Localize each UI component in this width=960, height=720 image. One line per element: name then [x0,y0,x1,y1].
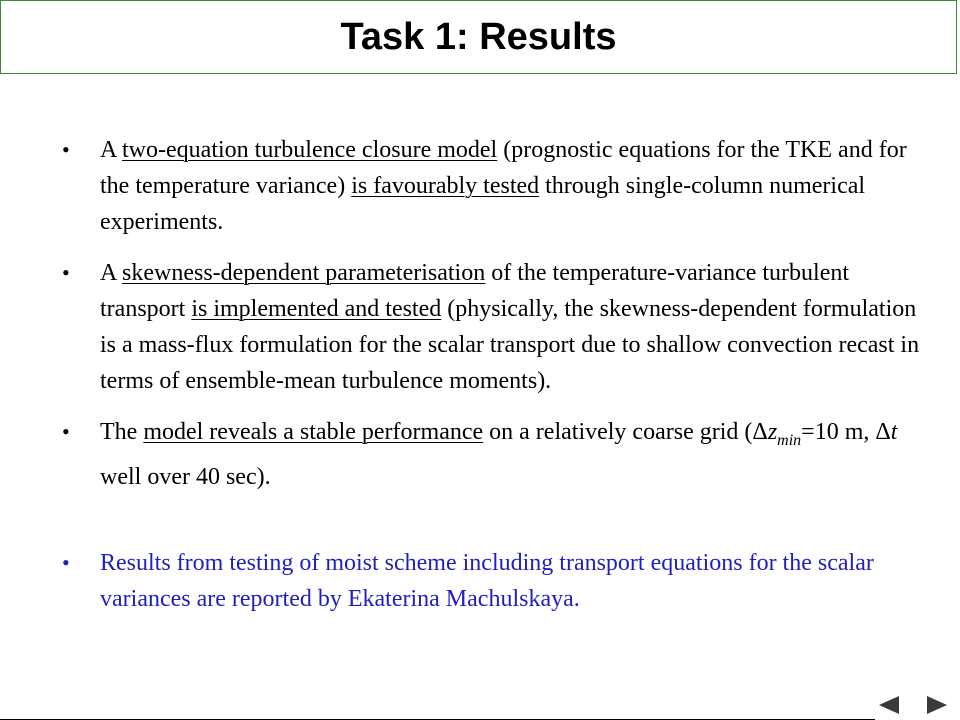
bullet-1-underlined-2: is favourably tested [351,173,540,199]
delta-symbol: Δ [752,419,768,445]
bullet-3-text-4: well over 40 sec). [100,464,271,490]
t-variable: t [890,419,898,445]
bullet-2-text-3: (physically, the skewness-dependent formulation is a mass-flux formulation for the scalar transport due to shallow convection recast in terms of ensemble-mean turbulence moments). [100,296,920,394]
bullet-3-text-2: on a relatively coarse grid ( [483,419,753,445]
bullet-item-1 [62,132,922,240]
bullet-item-4 [62,545,922,617]
bullet-4-text: Results from testing of moist scheme including transport equations for the scalar variances are reported by Ekaterina Machulskaya. [100,550,874,612]
bullet-icon: • [62,260,70,285]
next-slide-button[interactable] [924,694,950,716]
bullet-2-underlined-1: skewness-dependent parameterisation [122,260,486,286]
triangle-left-icon [877,695,901,715]
delta-symbol: Δ [875,419,891,445]
bullet-2-underlined-2: is implemented and tested [191,296,442,322]
bullet-1-text-3: through single-column numerical experiments. [100,173,866,235]
z-variable: z [767,419,778,445]
bullet-icon: • [62,550,70,575]
bullet-1-text-1: A [100,137,123,163]
bullet-3-text-1: The [100,419,144,445]
z-subscript: min [777,432,802,449]
bullet-3-underlined-1: model reveals a stable performance [143,419,484,445]
bullet-icon: • [62,137,70,162]
bullet-icon: • [62,419,70,444]
bullet-item-3 [62,414,922,495]
previous-slide-button[interactable] [876,694,902,716]
page-title: Task 1: Results [340,15,617,58]
title-bar [0,0,957,74]
bullet-1-text-2: (prognostic equations for the TKE and for the temperature variance) [100,137,907,199]
bullet-2-text-2: of the temperature-variance turbulent transport [100,260,850,322]
bullet-3-text-3: =10 m, [801,419,876,445]
triangle-right-icon [925,695,949,715]
bullet-list [62,132,922,632]
bullet-1-underlined-1: two-equation turbulence closure model [122,137,498,163]
bullet-item-2 [62,255,922,399]
bullet-2-text-1: A [100,260,123,286]
